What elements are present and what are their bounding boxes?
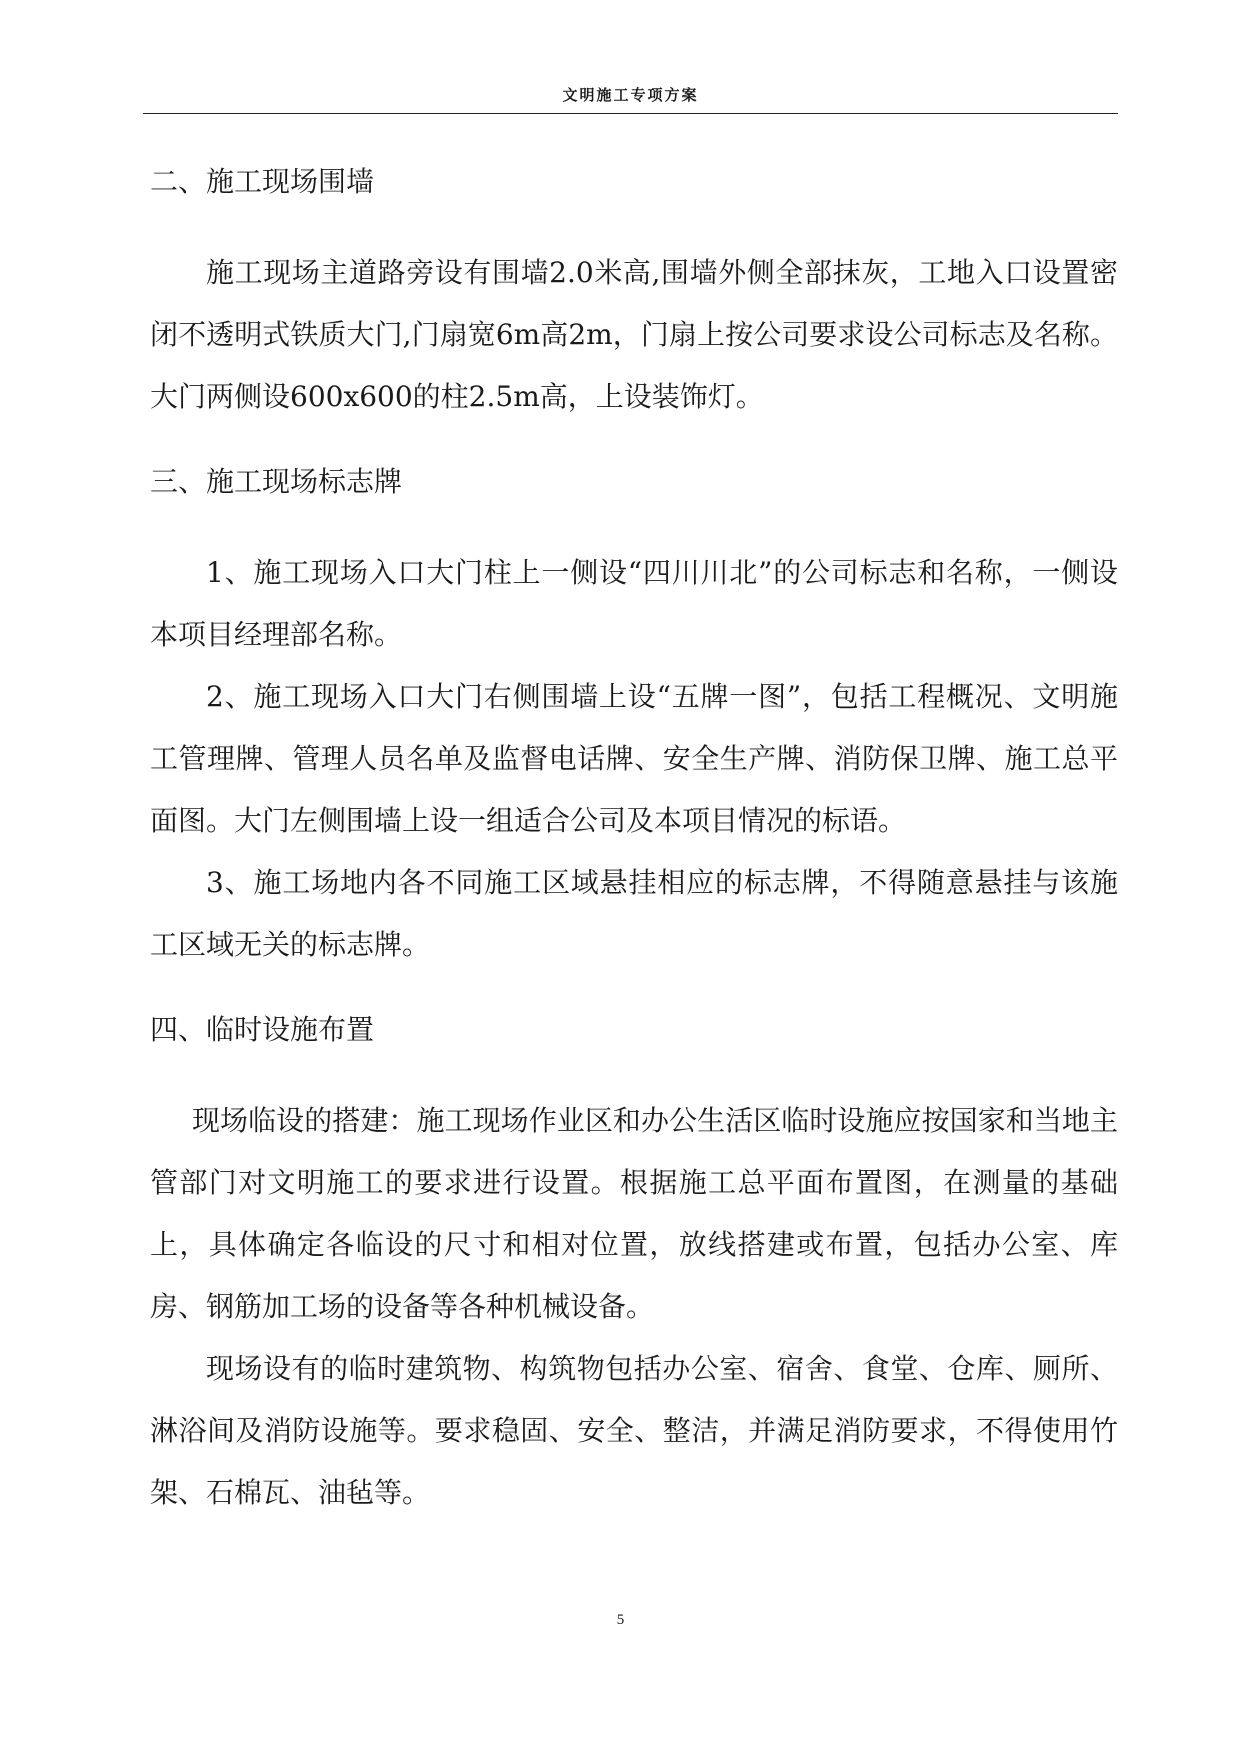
paragraph-signboard-2: 2、施工现场入口大门右侧围墙上设“五牌一图”，包括工程概况、文明施工管理牌、管理人员名单及监督电话牌、安全生产牌、消防保卫牌、施工总平面图。大门左侧围墙上设一组适合公司及本项目情况的标语。	[150, 680, 1118, 837]
paragraph-wall: 施工现场主道路旁设有围墙2.0米高,围墙外侧全部抹灰，工地入口设置密闭不透明式铁质大门,门扇宽6m高2m，门扇上按公司要求设公司标志及名称。大门两侧设600x600的柱2.5m高，上设装饰灯。	[150, 256, 1118, 413]
document-body	[150, 152, 1118, 1524]
paragraph-temporary-1: 现场临设的搭建：施工现场作业区和办公生活区临时设施应按国家和当地主管部门对文明施工的要求进行设置。根据施工总平面布置图，在测量的基础上，具体确定各临设的尺寸和相对位置，放线搭建或布置，包括办公室、库房、钢筋加工场的设备等各种机械设备。	[150, 1104, 1118, 1323]
section-heading-temporary-facilities: 四、临时设施布置	[150, 1013, 375, 1046]
section-heading-signboard: 三、施工现场标志牌	[150, 465, 403, 498]
section-heading-wall: 二、施工现场围墙	[150, 165, 375, 198]
page-number: 5	[616, 1612, 625, 1628]
paragraph-signboard-1: 1、施工现场入口大门柱上一侧设“四川川北”的公司标志和名称，一侧设本项目经理部名称。	[150, 556, 1118, 651]
paragraph-temporary-2: 现场设有的临时建筑物、构筑物包括办公室、宿舍、食堂、仓库、厕所、淋浴间及消防设施等。要求稳固、安全、整洁，并满足消防要求，不得使用竹架、石棉瓦、油毡等。	[150, 1352, 1118, 1509]
page-header-title: 文明施工专项方案	[562, 86, 699, 104]
header-divider	[143, 113, 1118, 114]
paragraph-signboard-3: 3、施工场地内各不同施工区域悬挂相应的标志牌，不得随意悬挂与该施工区域无关的标志牌。	[150, 866, 1118, 961]
